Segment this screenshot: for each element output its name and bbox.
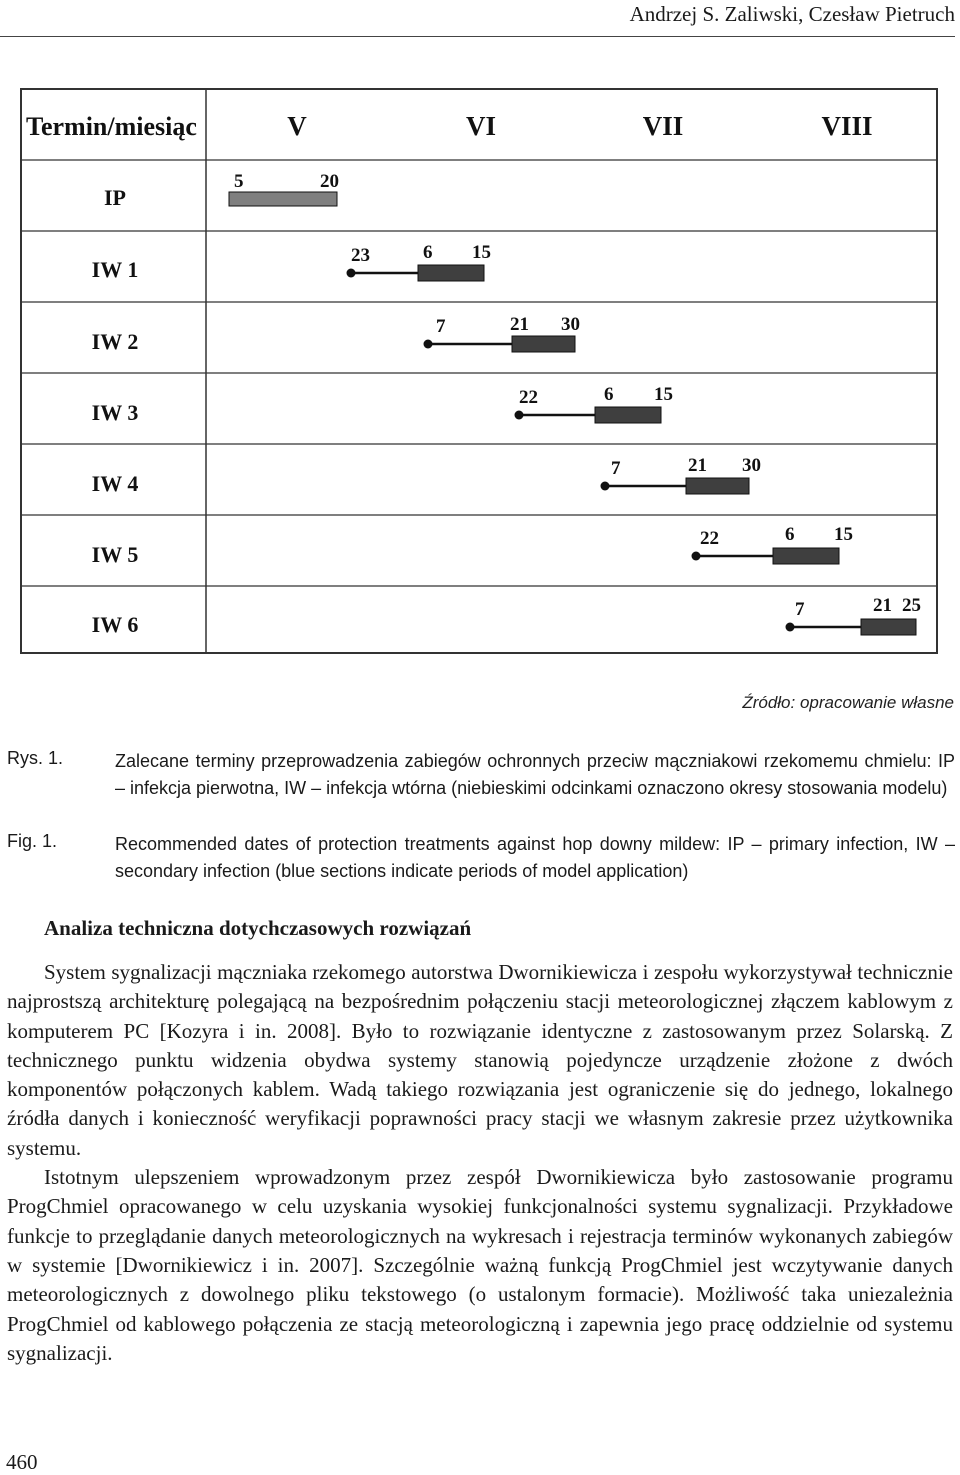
caption-text-en: Recommended dates of protection treatments against hop downy mildew: IP – primary infection, IW – secondary infection (blue sections indicate periods of model application) — [115, 834, 955, 881]
schedule-bar-ip — [229, 192, 337, 206]
schedule-start-dot-iw-1 — [347, 269, 356, 278]
schedule-bar-iw-3 — [595, 407, 661, 423]
row-label-iw-1: IW 1 — [91, 257, 139, 282]
schedule-bar-iw-6 — [861, 619, 916, 635]
schedule-chart-svg — [22, 90, 936, 652]
day-mark-iw-1-1: 6 — [423, 242, 433, 263]
caption-label-pl: Rys. 1. — [7, 748, 64, 768]
day-mark-iw-5-2: 15 — [834, 524, 853, 545]
day-mark-iw-4-1: 21 — [688, 455, 707, 476]
figure-source: Źródło: opracowanie własne — [742, 693, 954, 712]
month-label-v: V — [287, 111, 307, 141]
section-heading: Analiza techniczna dotychczasowych rozwiązań — [44, 916, 472, 940]
day-mark-iw-1-2: 15 — [472, 242, 491, 263]
row-label-iw-6: IW 6 — [91, 612, 139, 637]
day-mark-iw-2-2: 30 — [561, 314, 580, 335]
day-mark-iw-6-1: 21 — [873, 595, 892, 616]
schedule-bar-iw-4 — [686, 478, 749, 494]
schedule-start-dot-iw-3 — [515, 411, 524, 420]
day-mark-ip-0: 5 — [234, 171, 244, 192]
schedule-bar-iw-5 — [773, 548, 839, 564]
row-label-ip: IP — [104, 185, 126, 210]
day-mark-iw-5-1: 6 — [785, 524, 795, 545]
day-mark-iw-6-2: 25 — [902, 595, 921, 616]
row-label-iw-2: IW 2 — [91, 329, 139, 354]
row-label-iw-5: IW 5 — [91, 542, 139, 567]
schedule-start-dot-iw-6 — [786, 623, 795, 632]
body-text — [7, 958, 953, 1368]
day-mark-iw-3-1: 6 — [604, 384, 614, 405]
day-mark-iw-3-0: 22 — [519, 387, 538, 408]
day-mark-iw-1-0: 23 — [351, 245, 370, 266]
page-header — [0, 0, 955, 37]
schedule-start-dot-iw-5 — [692, 552, 701, 561]
day-mark-iw-2-0: 7 — [436, 316, 446, 337]
day-mark-iw-6-0: 7 — [795, 599, 805, 620]
month-label-vii: VII — [642, 111, 684, 141]
day-mark-iw-5-0: 22 — [700, 528, 719, 549]
schedule-start-dot-iw-4 — [601, 482, 610, 491]
running-header-authors: Andrzej S. Zaliwski, Czesław Pietruch — [629, 2, 955, 26]
day-mark-ip-1: 20 — [320, 171, 339, 192]
day-mark-iw-4-2: 30 — [742, 455, 761, 476]
row-label-iw-4: IW 4 — [91, 471, 139, 496]
schedule-start-dot-iw-2 — [424, 340, 433, 349]
page-number: 460 — [6, 1450, 38, 1474]
day-mark-iw-3-2: 15 — [654, 384, 673, 405]
paragraph-1: System sygnalizacji mączniaka rzekomego autorstwa Dwornikiewicza i zespołu wykorzystywał technicznie najprostszą architekturę polegającą na bezpośrednim połączeniu stacji meteorologicznej złączem kablowym z komputerem PC [Kozyra i in. 2008]. Było to rozwiązanie identyczne z zastosowanym przez Solarską. Z technicznego punktu widzenia obydwa systemy stanowią pojedyncze urządzenie złożone z dwóch komponentów połączonych kablem. Wadą takiego rozwiązania jest ograniczenie się do jednego, lokalnego źródła danych i konieczność weryfikacji poprawności pracy stacji we własnym zakresie przez użytkownika systemu. — [7, 960, 953, 1160]
figure-schedule-chart — [20, 88, 938, 654]
schedule-bar-iw-2 — [512, 336, 575, 352]
month-label-vi: VI — [465, 111, 497, 141]
schedule-bar-iw-1 — [418, 265, 484, 281]
caption-text-pl: Zalecane terminy przeprowadzenia zabiegów ochronnych przeciw mączniakowi rzekomemu chmielu: IP – infekcja pierwotna, IW – infekcja wtórna (niebieskimi odcinkami oznaczono okresy stosowania modelu) — [115, 751, 955, 798]
row-label-iw-3: IW 3 — [91, 400, 139, 425]
column-header-label: Termin/miesiąc — [26, 112, 197, 141]
day-mark-iw-2-1: 21 — [510, 314, 529, 335]
day-mark-iw-4-0: 7 — [611, 458, 621, 479]
caption-label-en: Fig. 1. — [7, 831, 58, 851]
paragraph-2: Istotnym ulepszeniem wprowadzonym przez zespół Dwornikiewicza było zastosowanie programu ProgChmiel opracowanego w celu uzyskania wysokiej funkcjonalności systemu sygnalizacji. Przykładowe funkcje to przeglądanie danych meteorologicznych na wykresach i rejestracja terminów wykonanych zabiegów w systemie [Dwornikiewicz i in. 2007]. Szczególnie ważną funkcją ProgChmiel jest wczytywanie danych meteorologicznych z dowolnego pliku tekstowego (o ustalonym formacie). Możliwość taka uniezależnia ProgChmiel od kablowego połączenia ze stacją meteorologiczną i zapewnia jego pracę oddzielnie od systemu sygnalizacji. — [7, 1165, 953, 1365]
month-label-viii: VIII — [821, 111, 873, 141]
